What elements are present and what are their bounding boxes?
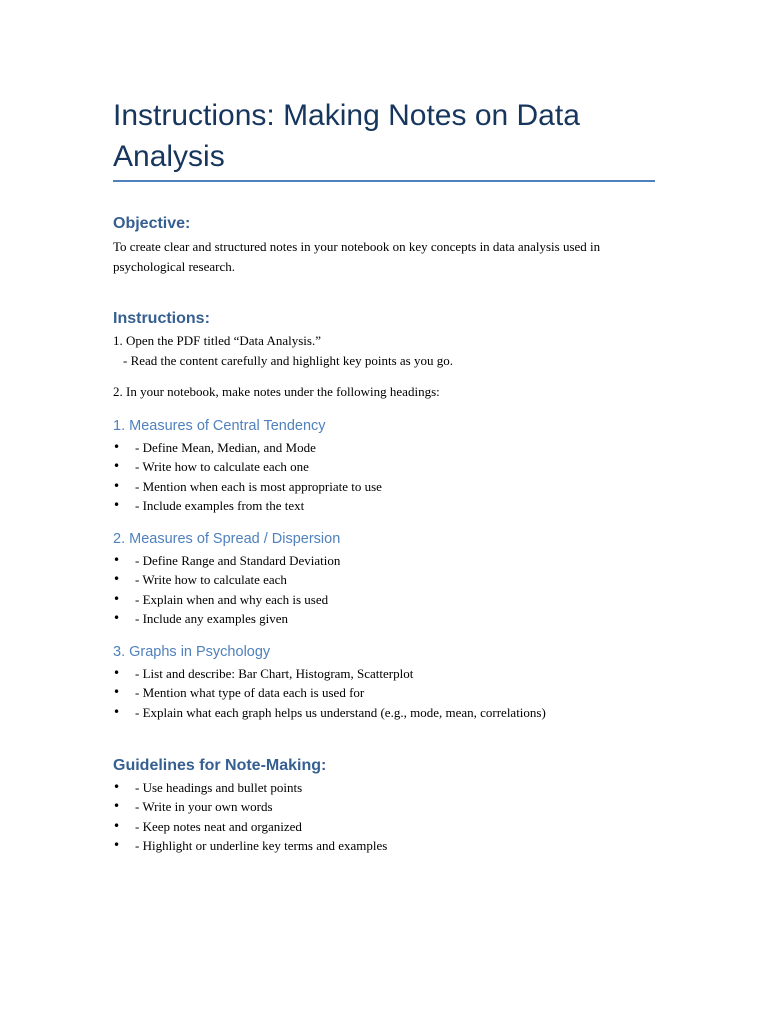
bullet-icon: • [113,780,121,794]
bullet-icon: • [113,440,121,454]
list-item-text: - Include any examples given [135,610,289,626]
bullet-icon: • [113,478,121,493]
bullet-icon: • [113,799,121,814]
objective-text: To create clear and structured notes in your notebook on key concepts in data analysis used in psychological research. [113,239,601,274]
section-heading-graphs: 3. Graphs in Psychology [113,644,271,660]
list-item-text: - Mention what type of data each is used for [135,685,365,701]
guidelines-list [113,778,658,855]
list-item [113,664,658,683]
objective-heading: Objective: [113,215,191,232]
list-item [113,797,658,816]
list-item [113,496,658,515]
bullet-icon: • [113,553,121,567]
bullet-icon: • [113,837,121,852]
bullet-icon: • [113,572,121,587]
section-list-graphs [113,664,658,722]
list-item-text: - Write in your own words [135,799,273,815]
list-item-text: - Explain what each graph helps us understand (e.g., mode, mean, correlations) [135,704,546,720]
list-item-text: - Write how to calculate each [135,572,287,588]
list-item [113,477,658,496]
instructions-heading: Instructions: [113,310,210,327]
bullet-icon: • [113,685,121,700]
list-item [113,551,658,570]
list-item-text: - Use headings and bullet points [135,780,303,795]
instruction-step-1-sub: - Read the content carefully and highlight key points as you go. [123,353,453,368]
section-heading-spread-dispersion: 2. Measures of Spread / Dispersion [113,531,341,547]
guidelines-heading: Guidelines for Note-Making: [113,757,327,774]
bullet-icon: • [113,818,121,833]
list-item-text: - List and describe: Bar Chart, Histogram, Scatterplot [135,666,414,681]
list-item [113,590,658,609]
list-item-text: - Keep notes neat and organized [135,818,302,834]
bullet-icon: • [113,610,121,625]
list-item [113,457,658,476]
title-underline [113,180,655,182]
section-list-central-tendency [113,438,658,515]
list-item [113,703,658,722]
list-item [113,570,658,589]
bullet-icon: • [113,591,121,606]
section-list-spread-dispersion [113,551,658,628]
section-heading-central-tendency: 1. Measures of Central Tendency [113,418,326,434]
list-item-text: - Explain when and why each is used [135,591,329,607]
list-item [113,609,658,628]
list-item [113,817,658,836]
list-item-text: - Highlight or underline key terms and examples [135,837,388,853]
document-title: Instructions: Making Notes on Data Analysis [113,99,580,173]
bullet-icon: • [113,666,121,680]
list-item-text: - Define Range and Standard Deviation [135,553,341,568]
list-item [113,836,658,855]
bullet-icon: • [113,704,121,719]
list-item [113,778,658,797]
list-item [113,683,658,702]
list-item-text: - Mention when each is most appropriate to use [135,478,382,494]
list-item-text: - Include examples from the text [135,497,305,513]
document-page [113,0,658,1024]
list-item [113,438,658,457]
bullet-icon: • [113,459,121,474]
instruction-step-1: 1. Open the PDF titled “Data Analysis.” [113,333,321,348]
list-item-text: - Define Mean, Median, and Mode [135,440,316,455]
bullet-icon: • [113,497,121,512]
list-item-text: - Write how to calculate each one [135,459,309,475]
instruction-step-2: 2. In your notebook, make notes under the following headings: [113,384,440,399]
